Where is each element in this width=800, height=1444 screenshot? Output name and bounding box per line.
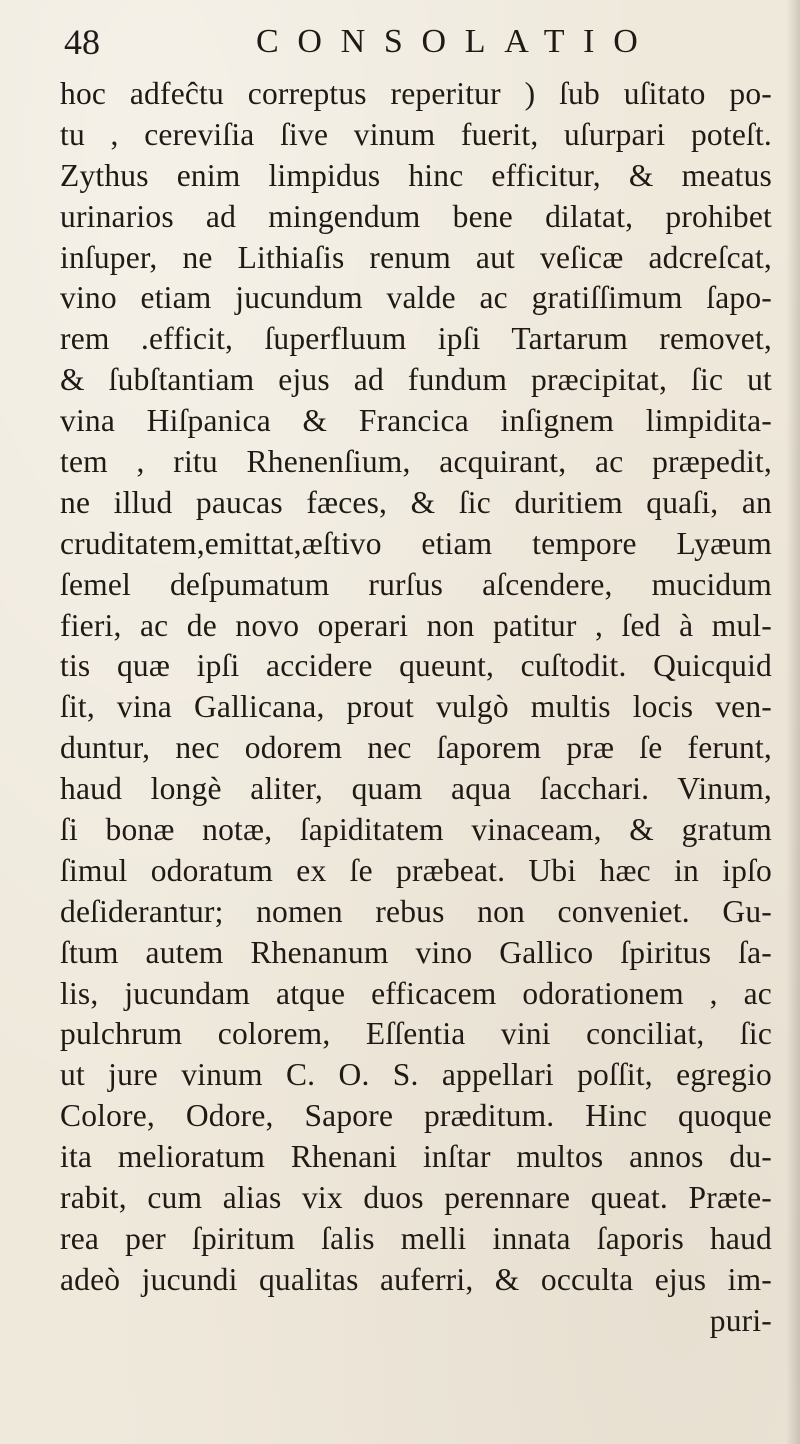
catchword: puri- <box>709 1302 772 1338</box>
running-head: CONSOLATIO <box>256 23 657 60</box>
text-line: duntur, nec odorem nec ſaporem præ ſe ferunt, <box>60 730 772 766</box>
text-line: inſuper, ne Lithiaſis renum aut veſicæ adcreſcat, <box>60 239 772 275</box>
text-line: ſemel deſpumatum rurſus aſcendere, mucidum <box>60 566 772 602</box>
text-line: vino etiam jucundum valde ac gratiſſimum ſapo- <box>60 280 772 316</box>
text-line: cruditatem,emittat,æſtivo etiam tempore Lyæum <box>60 525 772 561</box>
text-line: pulchrum colorem, Eſſentia vini conciliat, ſic <box>60 1016 772 1052</box>
text-line: rabit, cum alias vix duos perennare queat. Præte- <box>60 1180 772 1216</box>
text-line: & ſubſtantiam ejus ad fundum præcipitat, ſic ut <box>60 362 772 398</box>
text-line: fieri, ac de novo operari non patitur , ſed à mul- <box>60 607 772 643</box>
text-line: ita melioratum Rhenani inſtar multos annos du- <box>60 1139 772 1175</box>
text-line: ſi bonæ notæ, ſapiditatem vinaceam, & gratum <box>60 812 772 848</box>
text-line: tu , cereviſia ſive vinum fuerit, uſurpari poteſt. <box>60 116 772 152</box>
text-line: ne illud paucas fæces, & ſic duritiem quaſi, an <box>60 484 772 520</box>
text-line: deſiderantur; nomen rebus non conveniet. Gu- <box>60 893 772 929</box>
text-line: Colore, Odore, Sapore præditum. Hinc quoque <box>60 1098 772 1134</box>
text-line: ſit, vina Gallicana, prout vulgò multis locis ven- <box>60 689 772 725</box>
text-line: hoc adfeĉtu correptus reperitur ) ſub uſitato po- <box>60 76 772 111</box>
text-line: ſtum autem Rhenanum vino Gallico ſpiritus ſa- <box>60 934 772 970</box>
text-line: lis, jucundam atque efficacem odorationem , ac <box>60 975 772 1011</box>
text-line: adeò jucundi qualitas auferri, & occulta ejus im- <box>60 1261 772 1297</box>
body-text <box>60 74 772 1342</box>
text-line: ſimul odoratum ex ſe præbeat. Ubi hæc in ipſo <box>60 852 772 888</box>
page-header <box>60 16 760 66</box>
text-line: Zythus enim limpidus hinc efficitur, & meatus <box>60 157 772 193</box>
text-line: rea per ſpiritum ſalis melli innata ſaporis haud <box>60 1220 772 1256</box>
text-line: rem .efficit, ſuperfluum ipſi Tartarum removet, <box>60 321 772 357</box>
text-line: urinarios ad mingendum bene dilatat, prohibet <box>60 198 772 234</box>
text-line: haud longè aliter, quam aqua ſacchari. Vinum, <box>60 771 772 807</box>
text-line: tis quæ ipſi accidere queunt, cuſtodit. Quicquid <box>60 648 772 684</box>
text-line: tem , ritu Rhenenſium, acquirant, ac præpedit, <box>60 444 772 480</box>
text-line: vina Hiſpanica & Francica inſignem limpidita- <box>60 403 772 439</box>
page-number: 48 <box>64 22 100 62</box>
page-edge-shadow <box>786 0 800 1444</box>
text-line: ut jure vinum C. O. S. appellari poſſit, egregio <box>60 1057 772 1093</box>
